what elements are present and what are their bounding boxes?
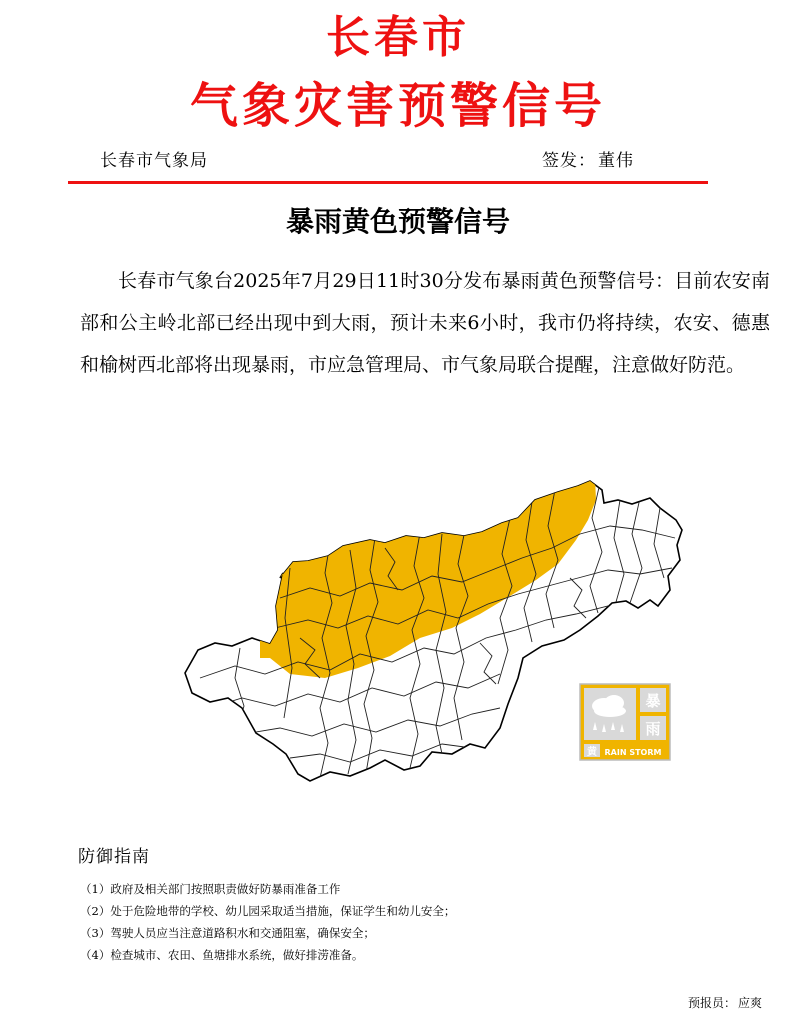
guide-item: （4）检查城市、农田、鱼塘排水系统，做好排涝准备。 [80, 948, 364, 962]
signal-body [80, 260, 770, 386]
guide-item: （2）处于危险地带的学校、幼儿园采取适当措施，保证学生和幼儿安全； [80, 904, 456, 918]
badge-char-huang: 黄 [587, 747, 597, 758]
signal-body-text: 长春市气象台2025年7月29日11时30分发布暴雨黄色预警信号：目前农安南部和公主岭北部已经出现中到大雨，预计未来6小时，我市仍将持续，农安、德惠和榆树西北部将出现暴雨，市应急管理局、市气象局联合提醒，注意做好防范。 [80, 270, 770, 376]
header-rule [68, 181, 708, 184]
guide-item: （3）驾驶人员应当注意道路积水和交通阻塞，确保安全； [80, 926, 375, 940]
document-title-city: 长春市 [326, 12, 470, 63]
signer-label: 签发： [542, 151, 596, 171]
badge-english-label: RAIN STORM [604, 748, 662, 757]
badge-char-yu: 雨 [645, 720, 661, 738]
signer [540, 146, 634, 171]
forecaster [686, 994, 762, 1011]
guide-list [80, 878, 760, 966]
guide-title: 防御指南 [78, 847, 150, 867]
guide-item: （1）政府及相关部门按照职责做好防暴雨准备工作 [80, 882, 341, 896]
issuer: 长春市气象局 [100, 151, 208, 171]
forecaster-label: 预报员： [688, 996, 737, 1010]
signal-headline: 暴雨黄色预警信号 [285, 205, 510, 238]
warning-map [180, 478, 700, 788]
forecaster-name: 应爽 [738, 996, 763, 1010]
document-title-main: 气象灾害预警信号 [189, 78, 606, 134]
signer-name: 董伟 [598, 151, 634, 171]
rainstorm-yellow-signal-badge [580, 684, 670, 760]
badge-char-bao: 暴 [645, 692, 661, 710]
